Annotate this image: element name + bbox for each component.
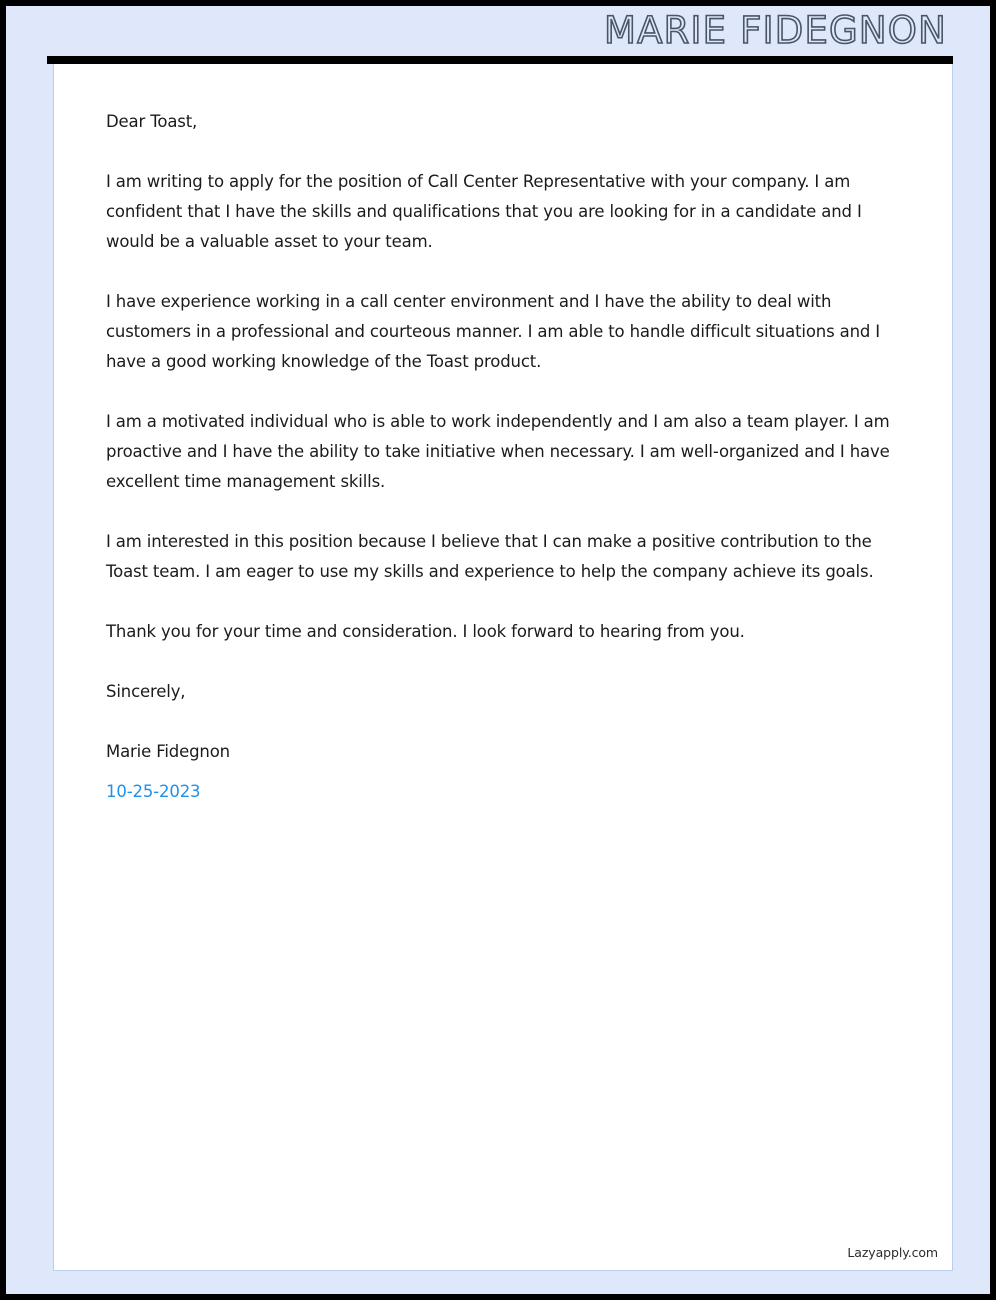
page-background [6,6,990,1294]
body-paragraph-4: I am interested in this position because I believe that I can make a positive contribution to the Toast team. I am eager to use my skills and experience to help the company achieve its goals. [106,532,874,581]
header-divider-rule [47,56,953,64]
letter-date: 10-25-2023 [106,782,201,801]
body-paragraph-5: Thank you for your time and consideration. I look forward to hearing from you. [106,622,745,641]
salutation: Dear Toast, [106,112,198,131]
body-paragraph-3: I am a motivated individual who is able to work independently and I am also a team player. I am proactive and I have the ability to take initiative when necessary. I am well-organized and I have excellent time management skills. [106,412,890,491]
body-paragraph-2: I have experience working in a call center environment and I have the ability to deal with customers in a professional and courteous manner. I am able to handle difficult situations and I have a good working knowledge of the Toast product. [106,292,881,371]
closing-salutation: Sincerely, [106,682,186,701]
footer-brand: Lazyapply.com [847,1245,938,1260]
candidate-name-heading: MARIE FIDEGNON [603,8,947,52]
signature-name: Marie Fidegnon [106,742,230,761]
body-paragraph-1: I am writing to apply for the position of Call Center Representative with your company. I am confident that I have the skills and qualifications that you are looking for in a candidate and I would be a valuable asset to your team. [106,172,862,251]
document-sheet [53,64,953,1271]
letter-header [6,6,990,56]
letter-body [106,107,906,807]
